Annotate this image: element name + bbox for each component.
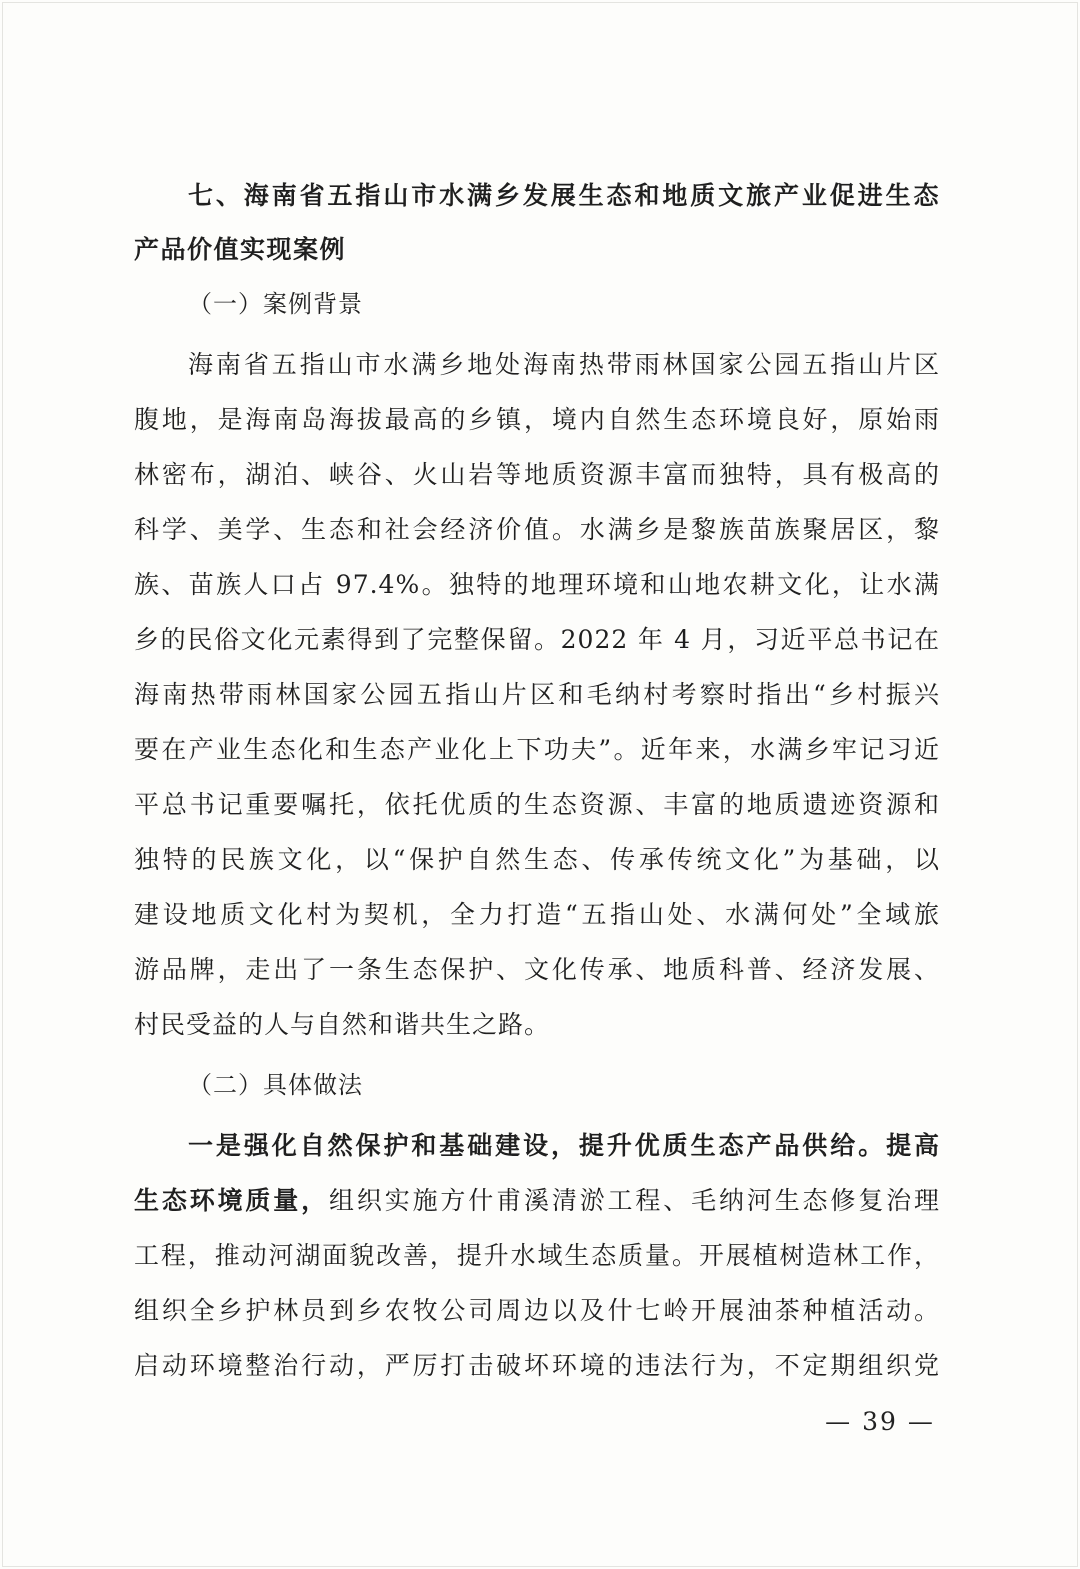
paragraph-line: 平总书记重要嘱托，依托优质的生态资源、丰富的地质遗迹资源和	[134, 790, 940, 819]
paragraph-line-bold: 一是强化自然保护和基础建设，提升优质生态产品供给。提高	[188, 1131, 940, 1160]
paragraph-line-mixed	[134, 1181, 940, 1221]
paragraph-line: 乡的民俗文化元素得到了完整保留。2022 年 4 月，习近平总书记在	[134, 625, 940, 654]
page-number: — 39 —	[825, 1407, 935, 1436]
paragraph-line: 腹地，是海南岛海拔最高的乡镇，境内自然生态环境良好，原始雨	[134, 405, 940, 434]
paragraph-line: 海南热带雨林国家公园五指山片区和毛纳村考察时指出“乡村振兴	[134, 680, 940, 709]
paragraph-line: 族、苗族人口占 97.4%。独特的地理环境和山地农耕文化，让水满	[134, 570, 940, 599]
paragraph-line: 建设地质文化村为契机，全力打造“五指山处、水满何处”全域旅	[134, 900, 940, 929]
bold-lead-text: 生态环境质量，	[134, 1186, 329, 1215]
section-heading-background: （一）案例背景	[188, 290, 363, 318]
paragraph-line: 科学、美学、生态和社会经济价值。水满乡是黎族苗族聚居区，黎	[134, 515, 940, 544]
document-title-line-2: 产品价值实现案例	[134, 235, 347, 264]
paragraph-line: 游品牌，走出了一条生态保护、文化传承、地质科普、经济发展、	[134, 955, 940, 984]
regular-text: 组织实施方什甫溪清淤工程、毛纳河生态修复治理	[329, 1186, 940, 1215]
paragraph-line: 启动环境整治行动，严厉打击破坏环境的违法行为，不定期组织党	[134, 1351, 940, 1380]
paragraph-line: 村民受益的人与自然和谐共生之路。	[134, 1010, 551, 1039]
paragraph-line: 工程，推动河湖面貌改善，提升水域生态质量。开展植树造林工作，	[134, 1241, 940, 1270]
paragraph-line: 海南省五指山市水满乡地处海南热带雨林国家公园五指山片区	[188, 350, 940, 379]
paragraph-line: 要在产业生态化和生态产业化上下功夫”。近年来，水满乡牢记习近	[134, 735, 940, 764]
paragraph-line: 林密布，湖泊、峡谷、火山岩等地质资源丰富而独特，具有极高的	[134, 460, 940, 489]
section-heading-measures: （二）具体做法	[188, 1071, 363, 1099]
paragraph-line: 独特的民族文化，以“保护自然生态、传承传统文化”为基础，以	[134, 845, 940, 874]
paragraph-line: 组织全乡护林员到乡农牧公司周边以及什七岭开展油茶种植活动。	[134, 1296, 940, 1325]
document-title-line-1: 七、海南省五指山市水满乡发展生态和地质文旅产业促进生态	[188, 181, 940, 210]
